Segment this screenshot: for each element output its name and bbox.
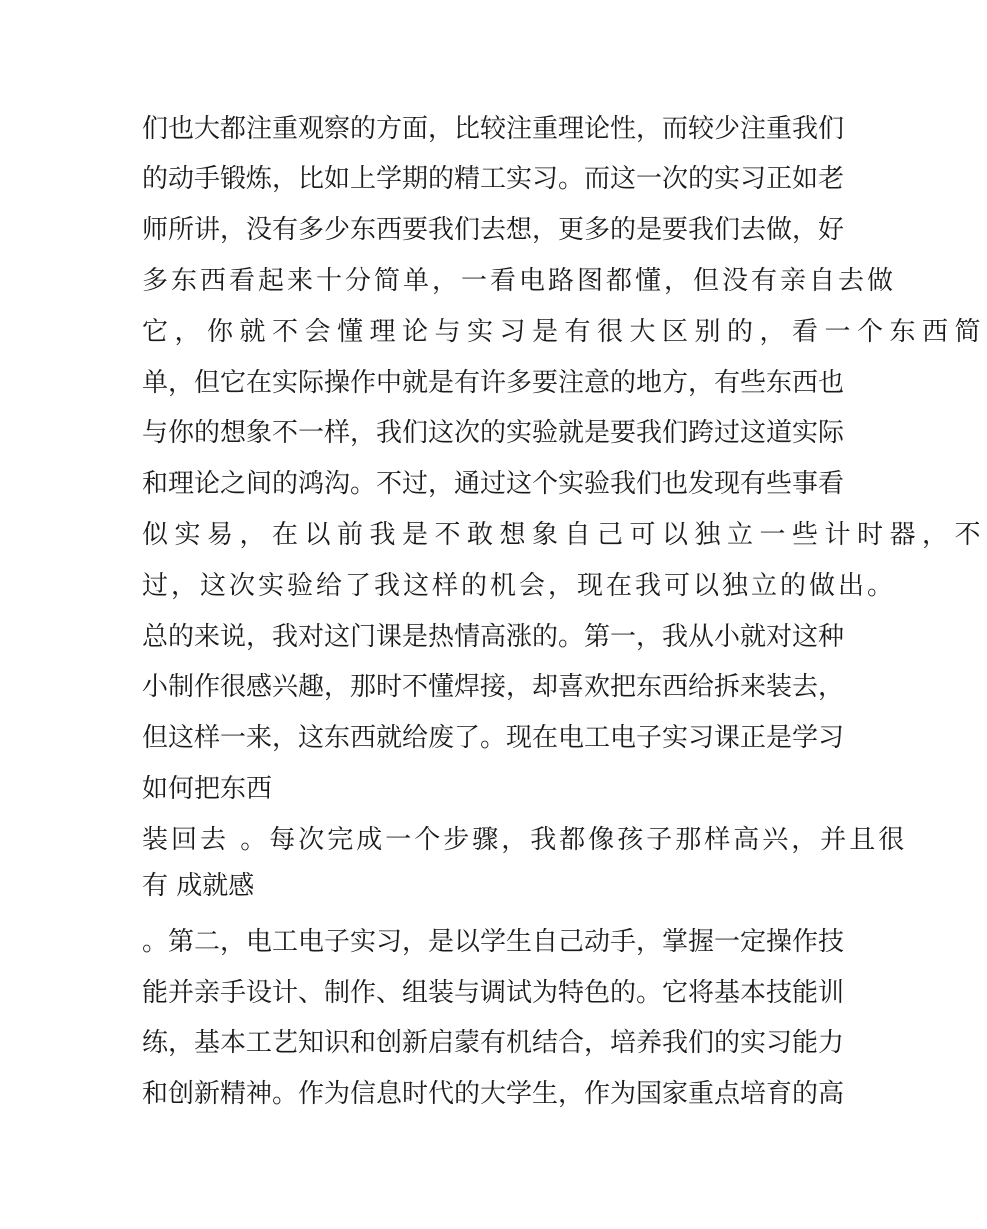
text-line: 小制作很感兴趣，那时不懂焊接，却喜欢把东西给拆来装去， [142,672,845,702]
text-line: 能并亲手设计、制作、组装与调试为特色的。它将基本技能训 [142,978,845,1008]
text-line: 但这样一来，这东西就给废了。现在电工电子实习课正是学习 [142,723,845,753]
text-line: 师所讲，没有多少东西要我们去想，更多的是要我们去做，好 [142,215,845,245]
text-line: 。第二，电工电子实习，是以学生自己动手，掌握一定操作技 [142,927,845,957]
text-line: 的动手锻炼，比如上学期的精工实习。而这一次的实习正如老 [142,164,845,194]
text-line: 装回去 。每次完成一个步骤，我都像孩子那样高兴，并且很 [142,825,908,855]
text-line: 单，但它在实际操作中就是有许多要注意的地方，有些东西也 [142,368,845,398]
text-line: 它，你就不会懂理论与实习是有很大区别的，看一个东西简 [142,317,987,347]
text-line: 们也大都注重观察的方面，比较注重理论性，而较少注重我们 [142,114,845,144]
text-line: 和理论之间的鸿沟。不过，通过这个实验我们也发现有些事看 [142,469,845,499]
text-line: 和创新精神。作为信息时代的大学生，作为国家重点培育的高 [142,1079,845,1109]
text-line: 与你的想象不一样，我们这次的实验就是要我们跨过这道实际 [142,418,845,448]
text-line: 似实易，在以前我是不敢想象自己可以独立一些计时器，不 [142,520,987,550]
text-line: 过，这次实验给了我这样的机会，现在我可以独立的做出。 [142,571,897,601]
text-line: 练，基本工艺知识和创新启蒙有机结合，培养我们的实习能力 [142,1028,845,1058]
text-line: 多东西看起来十分简单，一看电路图都懂，但没有亲自去做 [142,266,897,296]
text-line: 有 成就感 [142,871,255,901]
text-line: 总的来说，我对这门课是热情高涨的。第一，我从小就对这种 [142,622,845,652]
text-line: 如何把东西 [142,774,273,804]
